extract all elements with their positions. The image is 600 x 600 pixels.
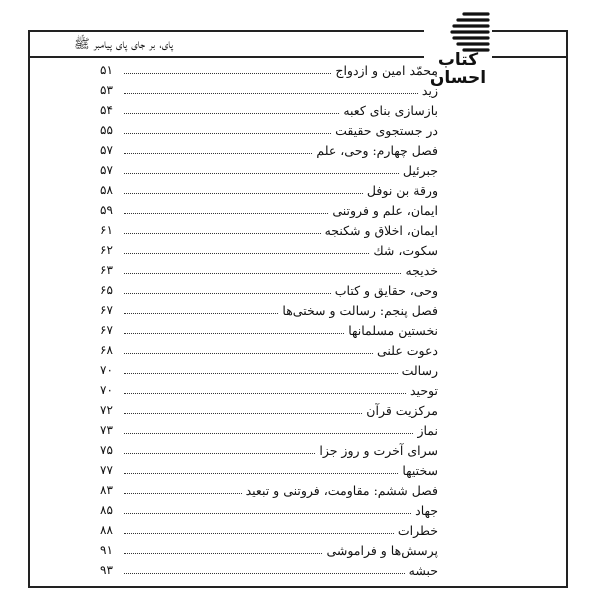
toc-dot-leader [124,73,331,74]
toc-page-number: ۷۰ [100,363,113,377]
toc-page-number: ۵۹ [100,203,113,217]
toc-page-number: ۶۷ [100,323,113,337]
toc-entry-title: ایمان، اخلاق و شکنجه [324,222,438,238]
toc-entry-title: دعوت علنی [376,342,438,358]
toc-row [100,520,438,540]
toc-dot-leader [124,433,413,434]
toc-dot-leader [124,233,321,234]
toc-row [100,420,438,440]
toc-row [100,380,438,400]
toc-dot-leader [124,193,363,194]
toc-page-number: ۸۸ [100,523,113,537]
toc-row [100,480,438,500]
toc-page-number: ۹۱ [100,543,113,557]
toc-dot-leader [124,273,401,274]
toc-entry-title: سختیها [402,462,438,478]
toc-page-number: ۶۵ [100,283,113,297]
toc-page-number: ۷۲ [100,403,113,417]
toc-entry-title: در جستجوی حقیقت [335,122,438,138]
toc-row [100,320,438,340]
toc-row [100,400,438,420]
toc-entry-title: رسالت [401,362,438,378]
toc-entry-title: جهاد [415,502,438,518]
toc-entry-title: بازسازی بنای کعبه [343,102,438,118]
toc-dot-leader [124,213,328,214]
toc-entry-title: خدیجه [405,262,438,278]
toc-page-number: ۷۵ [100,443,113,457]
toc-dot-leader [124,93,418,94]
toc-dot-leader [124,113,339,114]
toc-row [100,280,438,300]
toc-row [100,140,438,160]
toc-dot-leader [124,453,315,454]
toc-page-number: ۵۸ [100,183,113,197]
logo-text-top: کتاب [437,50,479,70]
toc-row [100,220,438,240]
toc-page-number: ۷۰ [100,383,113,397]
toc-page-number: ۶۸ [100,343,113,357]
logo-text-bottom: احسان [429,68,487,88]
toc-dot-leader [124,153,312,154]
logo-stripes-icon [424,12,492,52]
toc-dot-leader [124,573,405,574]
toc-entry-title: جبرئیل [402,162,438,178]
toc-page-number: ۵۵ [100,123,113,137]
toc-dot-leader [124,553,322,554]
toc-page-number: ۸۵ [100,503,113,517]
toc-row [100,120,438,140]
toc-page-number: ۹۳ [100,563,113,577]
toc-dot-leader [124,473,398,474]
toc-dot-leader [124,513,411,514]
toc-dot-leader [124,253,369,254]
toc-row [100,240,438,260]
toc-entry-title: زید [421,82,438,98]
toc-dot-leader [124,373,398,374]
toc-page-number: ۷۳ [100,423,113,437]
toc-entry-title: سرای آخرت و روز جزا [319,442,438,458]
running-head-title: پای، بر جای پای پیامبر ﷺ [74,37,174,52]
toc-row [100,500,438,520]
toc-page-number: ۸۳ [100,483,113,497]
toc-entry-title: ورقة بن نوفل [366,182,438,198]
toc-entry-title: وحی، حقایق و کتاب [334,282,438,298]
toc-row [100,360,438,380]
toc-dot-leader [124,353,373,354]
toc-entry-title: سکوت، شك [373,242,438,258]
toc-entry-title: فصل ششم: مقاومت، فروتنی و تبعید [245,482,438,498]
toc-page-number: ۵۳ [100,83,113,97]
toc-dot-leader [124,393,406,394]
toc-page-number: ۵۷ [100,163,113,177]
table-of-contents [100,60,438,580]
toc-row [100,100,438,120]
toc-dot-leader [124,133,331,134]
toc-page-number: ۶۲ [100,243,113,257]
toc-dot-leader [124,173,399,174]
toc-dot-leader [124,533,394,534]
toc-page-number: ۶۱ [100,223,113,237]
toc-page-number: ۵۴ [100,103,113,117]
toc-entry-title: توحید [410,382,438,398]
toc-row [100,340,438,360]
toc-dot-leader [124,293,331,294]
toc-dot-leader [124,493,242,494]
toc-row [100,560,438,580]
toc-row [100,440,438,460]
toc-row [100,300,438,320]
toc-entry-title: نخستین مسلمانها [348,322,438,338]
toc-page-number: ۷۷ [100,463,113,477]
toc-dot-leader [124,413,362,414]
toc-entry-title: فصل چهارم: وحی، علم [316,142,438,158]
toc-dot-leader [124,333,344,334]
toc-row [100,460,438,480]
toc-row [100,180,438,200]
toc-entry-title: نماز [417,422,438,438]
toc-page-number: ۶۳ [100,263,113,277]
toc-row [100,160,438,180]
toc-page-number: ۵۱ [100,63,113,77]
toc-entry-title: خطرات [397,522,438,538]
toc-entry-title: ایمان، علم و فروتنی [332,202,438,218]
toc-row [100,60,438,80]
toc-row [100,200,438,220]
toc-entry-title: فصل پنجم: رسالت و سختی‌ها [282,302,438,318]
toc-row [100,260,438,280]
toc-page-number: ۵۷ [100,143,113,157]
toc-row [100,540,438,560]
toc-entry-title: حبشه [408,562,438,578]
toc-row [100,80,438,100]
toc-dot-leader [124,313,278,314]
toc-page-number: ۶۷ [100,303,113,317]
toc-entry-title: پرسش‌ها و فراموشی [326,542,438,558]
toc-entry-title: محمّد امین و ازدواج [335,62,438,78]
toc-entry-title: مرکزیت قرآن [366,402,438,418]
